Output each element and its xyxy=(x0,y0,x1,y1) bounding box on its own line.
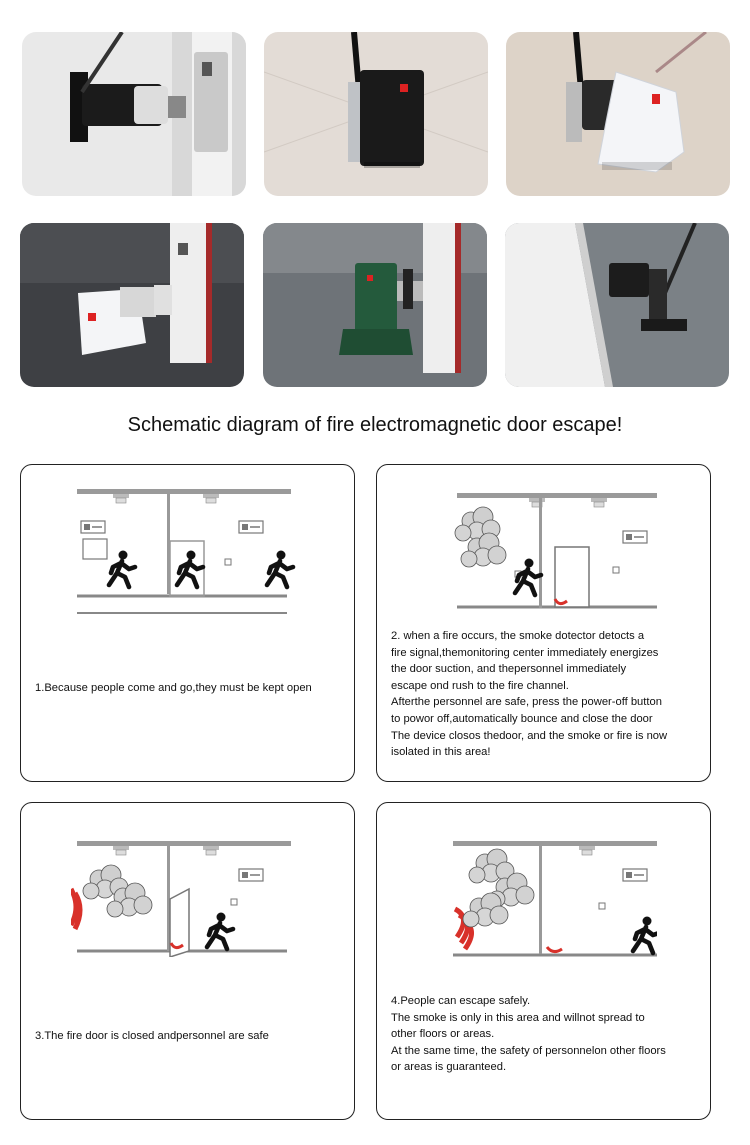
photo-door-holder-black-box xyxy=(264,32,488,196)
scenario-panel-4 xyxy=(376,802,711,1120)
scenario-3-caption: 3.The fire door is closed andpersonnel are safe xyxy=(35,1030,269,1042)
scenario-4-caption: 4.People can escape safely. The smoke is only in this area and willnot spread to other floors or areas. At the same time, the safety of personnelon other floors or areas is guaranteed. xyxy=(391,995,666,1074)
photo-door-holder-white-floor-side xyxy=(20,223,244,387)
photo-door-holder-green-floor-mount xyxy=(263,223,487,387)
scenario-panel-3 xyxy=(20,802,355,1120)
scenario-3-illustration xyxy=(71,817,301,957)
scenario-panel-1 xyxy=(20,464,355,782)
scenario-1-illustration xyxy=(71,479,301,619)
scenario-2-illustration xyxy=(427,479,657,619)
photo-door-holder-wall-mounted xyxy=(22,32,246,196)
scenario-2-caption: 2. when a fire occurs, the smoke dotector detocts a fire signal,themonitoring center immediately energizes the door suction, and thepersonnel immediately escape ond rush to the fire channel. Afterthe personnel are safe, press the power-off button to powor off,automatically bounce and close the door The device closos thedoor, and the smoke or fire is now isolated in this area! xyxy=(391,630,668,759)
photo-door-holder-black-floor-mount xyxy=(505,223,729,387)
scenario-panel-2 xyxy=(376,464,711,782)
photo-door-holder-white-floor-mount xyxy=(506,32,730,196)
page-heading: Schematic diagram of fire electromagnetic door escape! xyxy=(127,414,623,436)
scenario-4-illustration xyxy=(427,817,657,957)
scenario-1-caption: 1.Because people come and go,they must be kept open xyxy=(35,682,312,694)
